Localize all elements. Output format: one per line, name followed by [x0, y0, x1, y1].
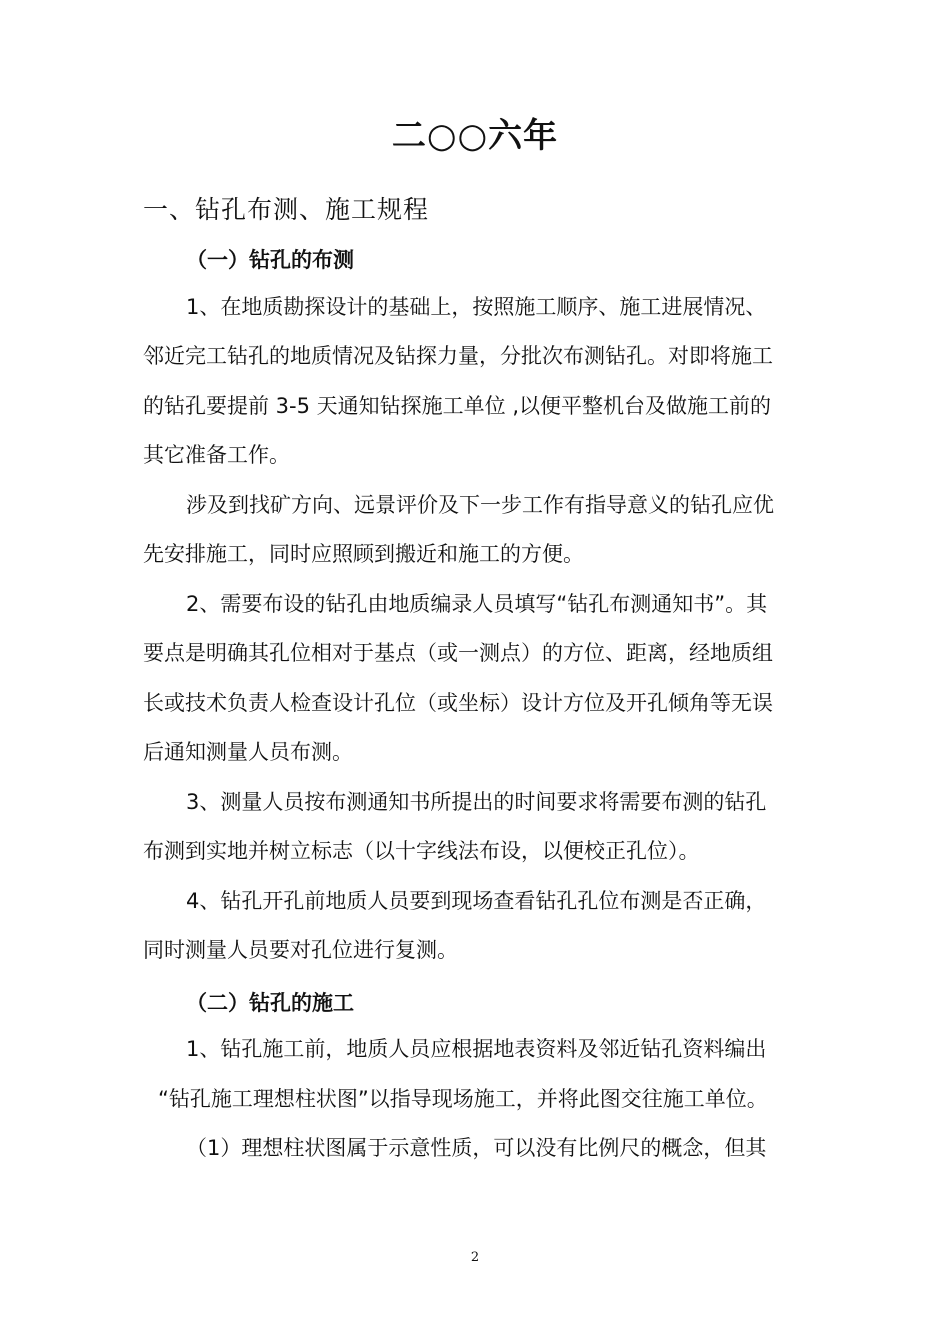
paragraph-line: 其它准备工作。: [143, 443, 290, 467]
paragraph-line: “钻孔施工理想柱状图”以指导现场施工，并将此图交往施工单位。: [158, 1087, 768, 1111]
paragraph-line: 布测到实地并树立标志（以十字线法布设，以便校正孔位）。: [143, 839, 700, 863]
page-title: 二○○六年: [391, 116, 559, 156]
subsection-heading: （一）钻孔的布测: [186, 248, 354, 272]
paragraph-line: 4、钻孔开孔前地质人员要到现场查看钻孔孔位布测是否正确，: [186, 889, 767, 913]
paragraph-line: 后通知测量人员布测。: [143, 740, 353, 764]
paragraph-line: 邻近完工钻孔的地质情况及钻探力量，分批次布测钻孔。对即将施工: [143, 344, 773, 368]
paragraph-line: 同时测量人员要对孔位进行复测。: [143, 938, 458, 962]
paragraph-line: 1、在地质勘探设计的基础上，按照施工顺序、施工进展情况、: [186, 295, 767, 319]
paragraph-line: 涉及到找矿方向、远景评价及下一步工作有指导意义的钻孔应优: [186, 493, 774, 517]
paragraph-line: 长或技术负责人检查设计孔位（或坐标）设计方位及开孔倾角等无误: [143, 691, 773, 715]
paragraph-line: 3、测量人员按布测通知书所提出的时间要求将需要布测的钻孔: [186, 790, 767, 814]
subsection-heading: （二）钻孔的施工: [186, 991, 354, 1015]
paragraph-line: 要点是明确其孔位相对于基点（或一测点）的方位、距离，经地质组: [143, 641, 773, 665]
page-number: 2: [470, 1250, 480, 1265]
paragraph-line: 的钻孔要提前 3-5 天通知钻探施工单位 ,以便平整机台及做施工前的: [143, 394, 771, 418]
paragraph-line: （1）理想柱状图属于示意性质，可以没有比例尺的概念，但其: [186, 1136, 767, 1160]
paragraph-line: 先安排施工，同时应照顾到搬近和施工的方便。: [143, 542, 584, 566]
paragraph-line: 2、需要布设的钻孔由地质编录人员填写“钻孔布测通知书”。其: [186, 592, 768, 616]
section-heading: 一、钻孔布测、施工规程: [143, 195, 430, 224]
paragraph-line: 1、钻孔施工前，地质人员应根据地表资料及邻近钻孔资料编出: [186, 1037, 767, 1061]
